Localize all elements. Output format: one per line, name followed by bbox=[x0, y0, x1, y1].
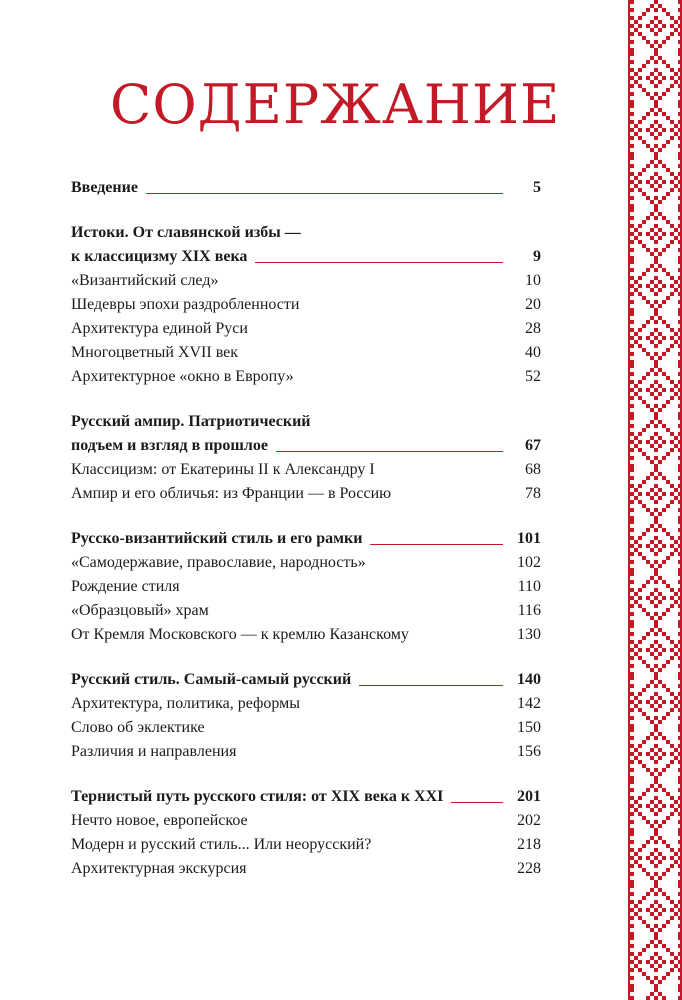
toc-page-number: 130 bbox=[517, 626, 541, 643]
toc-entry-title: Модерн и русский стиль... Или неорусский? bbox=[71, 836, 372, 853]
toc-page-number: 78 bbox=[525, 485, 541, 502]
page-title: СОДЕРЖАНИЕ bbox=[110, 73, 561, 136]
toc-section-title: Введение bbox=[71, 179, 138, 196]
dot-leader bbox=[451, 802, 503, 803]
toc-section-title: Русско-византийский стиль и его рамки bbox=[71, 530, 363, 547]
toc-section-title-line: Русский ампир. Патриотический bbox=[71, 413, 311, 430]
toc-section-heading[interactable] bbox=[71, 245, 541, 269]
slavic-pattern-border-icon bbox=[628, 0, 682, 1000]
toc-section bbox=[71, 176, 541, 200]
dot-leader bbox=[255, 262, 503, 263]
toc-entry[interactable] bbox=[71, 482, 541, 506]
toc-entry-title: От Кремля Московского — к кремлю Казанскому bbox=[71, 626, 409, 643]
toc-page-number: 52 bbox=[525, 368, 541, 385]
toc-section-title: Русский стиль. Самый-самый русский bbox=[71, 671, 352, 688]
toc-entry-title: Шедевры эпохи раздробленности bbox=[71, 296, 300, 313]
toc-entry[interactable] bbox=[71, 341, 541, 365]
toc-entry[interactable] bbox=[71, 599, 541, 623]
toc-section-heading[interactable] bbox=[71, 434, 541, 458]
toc-page-number: 28 bbox=[525, 320, 541, 337]
toc-page-number: 116 bbox=[517, 602, 541, 619]
toc-entry[interactable] bbox=[71, 551, 541, 575]
toc-section-title: подъем и взгляд в прошлое bbox=[71, 437, 268, 454]
toc-entry[interactable] bbox=[71, 740, 541, 764]
toc-entry-title: «Образцовый» храм bbox=[71, 602, 209, 619]
toc-page-number: 202 bbox=[517, 812, 541, 829]
toc-entry[interactable] bbox=[71, 716, 541, 740]
toc-entry-title: Архитектурная экскурсия bbox=[71, 860, 247, 877]
toc-entry[interactable] bbox=[71, 575, 541, 599]
toc-section bbox=[71, 410, 541, 506]
toc-page-number: 102 bbox=[517, 554, 541, 571]
toc-entry[interactable] bbox=[71, 293, 541, 317]
toc-page-number: 228 bbox=[517, 860, 541, 877]
toc-section-title: Тернистый путь русского стиля: от XIX века к XXI bbox=[71, 788, 444, 805]
toc-entry[interactable] bbox=[71, 809, 541, 833]
toc-entry-title: Архитектура, политика, реформы bbox=[71, 695, 301, 712]
toc-entry-title: Различия и направления bbox=[71, 743, 237, 760]
toc-page-number: 218 bbox=[517, 836, 541, 853]
toc-page-number: 142 bbox=[517, 695, 541, 712]
toc-entry-title: Ампир и его обличья: из Франции — в Россию bbox=[71, 485, 392, 502]
toc-section bbox=[71, 785, 541, 881]
toc-page-number: 110 bbox=[517, 578, 541, 595]
toc-entry[interactable] bbox=[71, 269, 541, 293]
toc-entry-title: Классицизм: от Екатерины II к Александру I bbox=[71, 461, 375, 478]
dot-leader bbox=[359, 685, 503, 686]
toc-section bbox=[71, 527, 541, 647]
toc-page-number: 68 bbox=[525, 461, 541, 478]
toc-section bbox=[71, 668, 541, 764]
toc-page-number: 10 bbox=[525, 272, 541, 289]
toc-entry-title: Архитектурное «окно в Европу» bbox=[71, 368, 294, 385]
toc-page-number: 201 bbox=[517, 788, 541, 805]
toc-section-title: к классицизму XIX века bbox=[71, 248, 248, 265]
toc-page-number: 40 bbox=[525, 344, 541, 361]
toc-section-heading[interactable] bbox=[71, 668, 541, 692]
toc-page-number: 101 bbox=[517, 530, 541, 547]
toc-entry[interactable] bbox=[71, 833, 541, 857]
toc-page-number: 9 bbox=[533, 248, 541, 265]
toc-entry[interactable] bbox=[71, 692, 541, 716]
toc-page-number: 156 bbox=[517, 743, 541, 760]
dot-leader bbox=[276, 451, 503, 452]
toc-entry[interactable] bbox=[71, 623, 541, 647]
toc-section-heading[interactable] bbox=[71, 785, 541, 809]
dot-leader bbox=[146, 193, 503, 194]
toc-section bbox=[71, 221, 541, 389]
toc-section-heading[interactable] bbox=[71, 527, 541, 551]
toc-page-number: 140 bbox=[517, 671, 541, 688]
toc-entry-title: «Византийский след» bbox=[71, 272, 219, 289]
toc-page-number: 5 bbox=[533, 179, 541, 196]
toc-entry[interactable] bbox=[71, 317, 541, 341]
dot-leader bbox=[370, 544, 503, 545]
toc-entry-title: Многоцветный XVII век bbox=[71, 344, 239, 361]
table-of-contents bbox=[71, 176, 541, 902]
toc-entry-title: Нечто новое, европейское bbox=[71, 812, 248, 829]
toc-page-number: 20 bbox=[525, 296, 541, 313]
toc-section-heading[interactable] bbox=[71, 176, 541, 200]
toc-entry-title: «Самодержавие, православие, народность» bbox=[71, 554, 366, 571]
toc-entry[interactable] bbox=[71, 857, 541, 881]
toc-entry-title: Рождение стиля bbox=[71, 578, 180, 595]
toc-page-number: 150 bbox=[517, 719, 541, 736]
toc-entry-title: Архитектура единой Руси bbox=[71, 320, 248, 337]
toc-page-number: 67 bbox=[525, 437, 541, 454]
toc-section-title-line: Истоки. От славянской избы — bbox=[71, 224, 301, 241]
toc-entry[interactable] bbox=[71, 365, 541, 389]
toc-entry[interactable] bbox=[71, 458, 541, 482]
toc-entry-title: Слово об эклектике bbox=[71, 719, 205, 736]
